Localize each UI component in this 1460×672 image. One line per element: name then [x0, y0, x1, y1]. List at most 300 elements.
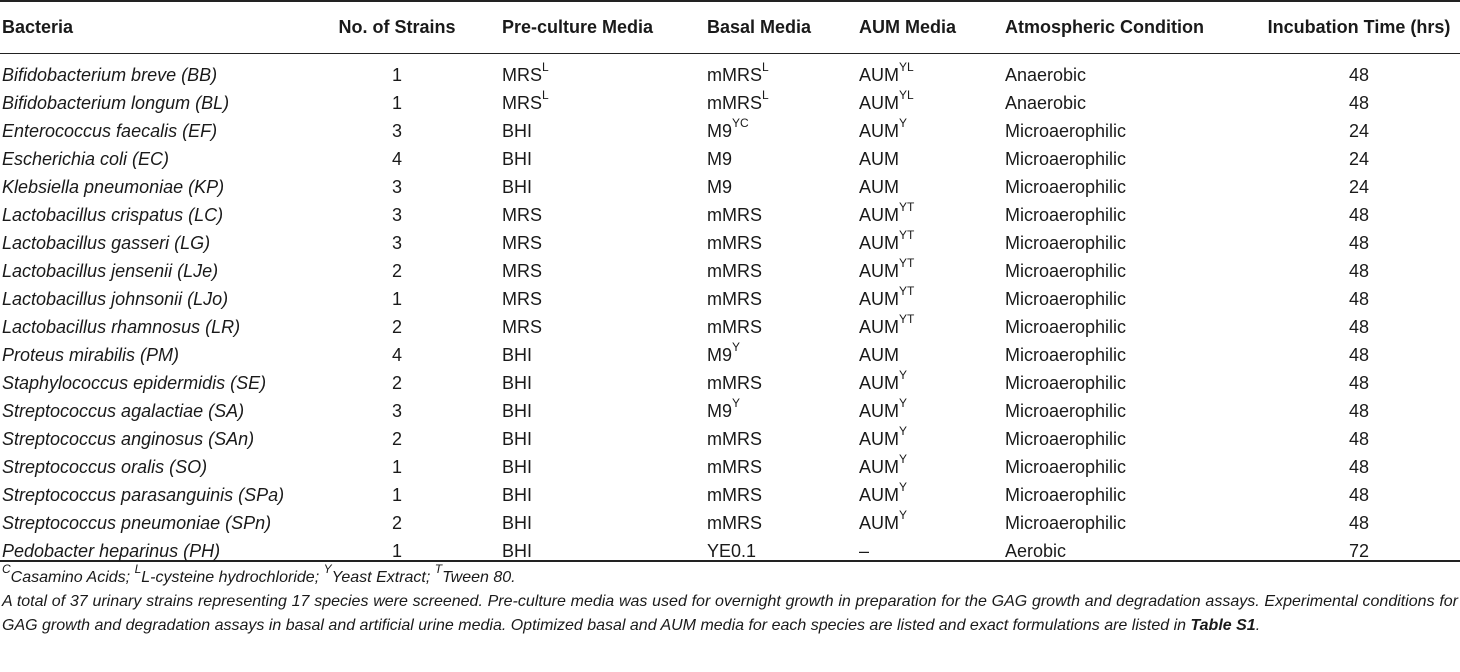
cell-incubation-text: 48	[1348, 204, 1370, 225]
cell-preculture-text: MRS	[502, 316, 542, 337]
cell-atmospheric-text: Microaerophilic	[1005, 204, 1127, 225]
table-row	[0, 229, 1460, 257]
table-row	[0, 425, 1460, 453]
table-row	[0, 397, 1460, 425]
cell-aum	[859, 145, 1005, 173]
cell-strains	[292, 201, 502, 229]
cell-atmospheric	[1005, 341, 1258, 369]
col-header-aum: AUM Media	[859, 17, 957, 37]
cell-aum	[859, 397, 1005, 425]
cell-incubation-text: 48	[1348, 344, 1370, 365]
cell-basal	[707, 425, 859, 453]
cell-atmospheric-text: Microaerophilic	[1005, 316, 1127, 337]
cell-incubation	[1258, 145, 1460, 173]
cell-aum	[859, 173, 1005, 201]
cell-basal-superscript: L	[762, 59, 769, 74]
cell-strains-text: 3	[391, 400, 402, 421]
cell-basal-text: mMRS	[707, 232, 762, 253]
cell-bacteria-text: Pedobacter heparinus (PH)	[2, 540, 221, 561]
cell-atmospheric-text: Microaerophilic	[1005, 288, 1127, 309]
cell-atmospheric	[1005, 53, 1258, 89]
cell-preculture	[502, 285, 707, 313]
cell-bacteria-text: Lactobacillus crispatus (LC)	[2, 204, 224, 225]
cell-preculture-text: MRS	[502, 92, 542, 113]
cell-basal-text: mMRS	[707, 456, 762, 477]
cell-basal	[707, 481, 859, 509]
cell-preculture	[502, 201, 707, 229]
cell-aum-text: AUM	[859, 484, 899, 505]
cell-basal	[707, 285, 859, 313]
cell-preculture-superscript: L	[542, 59, 549, 74]
cell-incubation	[1258, 173, 1460, 201]
cell-aum-superscript: Y	[899, 115, 908, 130]
cell-atmospheric-text: Microaerophilic	[1005, 372, 1127, 393]
abbreviation-note	[2, 561, 1458, 590]
cell-basal	[707, 173, 859, 201]
cell-atmospheric-text: Microaerophilic	[1005, 148, 1127, 169]
cell-basal-text: mMRS	[707, 512, 762, 533]
cell-preculture-text: BHI	[502, 512, 533, 533]
abbrev-superscript: T	[434, 561, 443, 576]
cell-incubation	[1258, 397, 1460, 425]
abbrev-text: Yeast Extract;	[331, 569, 435, 586]
cell-incubation-text: 48	[1348, 92, 1370, 113]
cell-strains-text: 1	[391, 288, 402, 309]
cell-atmospheric	[1005, 89, 1258, 117]
table-row	[0, 369, 1460, 397]
description-note	[2, 590, 1458, 638]
cell-basal	[707, 89, 859, 117]
cell-strains	[292, 537, 502, 565]
cell-incubation	[1258, 201, 1460, 229]
cell-basal	[707, 537, 859, 565]
cell-strains	[292, 229, 502, 257]
cell-strains-text: 2	[391, 372, 402, 393]
cell-basal	[707, 145, 859, 173]
cell-basal-text: M9	[707, 176, 733, 197]
cell-aum-text: AUM	[859, 176, 899, 197]
cell-bacteria-text: Staphylococcus epidermidis (SE)	[2, 372, 267, 393]
cell-basal	[707, 397, 859, 425]
cell-strains-text: 4	[391, 148, 402, 169]
cell-aum-text: AUM	[859, 288, 899, 309]
cell-incubation-text: 48	[1348, 512, 1370, 533]
cell-aum-superscript: YT	[899, 283, 915, 298]
cell-atmospheric-text: Microaerophilic	[1005, 260, 1127, 281]
cell-basal-text: mMRS	[707, 372, 762, 393]
cell-aum-superscript: YT	[899, 227, 915, 242]
cell-bacteria	[0, 481, 292, 509]
cell-bacteria	[0, 285, 292, 313]
cell-basal	[707, 257, 859, 285]
cell-preculture	[502, 509, 707, 537]
col-header-strains: No. of Strains	[338, 17, 456, 37]
col-header-basal: Basal Media	[707, 17, 812, 37]
cell-incubation	[1258, 313, 1460, 341]
cell-strains-text: 1	[391, 540, 402, 561]
cell-aum-text: AUM	[859, 456, 899, 477]
cell-atmospheric	[1005, 509, 1258, 537]
cell-atmospheric-text: Anaerobic	[1005, 64, 1087, 85]
cell-basal-text: mMRS	[707, 484, 762, 505]
cell-strains-text: 3	[391, 176, 402, 197]
cell-incubation	[1258, 481, 1460, 509]
cell-incubation	[1258, 229, 1460, 257]
col-header-atmospheric: Atmospheric Condition	[1005, 17, 1204, 37]
cell-aum-superscript: Y	[899, 395, 908, 410]
table-row	[0, 89, 1460, 117]
cell-basal-text: mMRS	[707, 64, 762, 85]
cell-aum	[859, 201, 1005, 229]
cell-aum-superscript: Y	[899, 451, 908, 466]
cell-strains-text: 2	[391, 512, 402, 533]
cell-incubation	[1258, 285, 1460, 313]
cell-strains-text: 3	[391, 204, 402, 225]
cell-atmospheric-text: Microaerophilic	[1005, 456, 1127, 477]
cell-basal-text: mMRS	[707, 288, 762, 309]
cell-bacteria-text: Streptococcus oralis (SO)	[2, 456, 208, 477]
cell-strains-text: 2	[391, 316, 402, 337]
cell-atmospheric	[1005, 201, 1258, 229]
cell-bacteria	[0, 397, 292, 425]
cell-incubation-text: 72	[1348, 540, 1370, 561]
cell-basal-superscript: L	[762, 87, 769, 102]
cell-bacteria	[0, 369, 292, 397]
cell-atmospheric	[1005, 425, 1258, 453]
cell-strains	[292, 481, 502, 509]
cell-aum	[859, 425, 1005, 453]
cell-atmospheric-text: Microaerophilic	[1005, 512, 1127, 533]
cell-incubation	[1258, 537, 1460, 565]
cell-aum	[859, 229, 1005, 257]
cell-basal-text: mMRS	[707, 316, 762, 337]
cell-aum-superscript: Y	[899, 479, 908, 494]
cell-aum-superscript: YL	[899, 59, 914, 74]
cell-bacteria-text: Bifidobacterium breve (BB)	[2, 64, 218, 85]
cell-aum-text: AUM	[859, 232, 899, 253]
cell-strains	[292, 369, 502, 397]
cell-aum-text: AUM	[859, 512, 899, 533]
cell-bacteria	[0, 341, 292, 369]
cell-preculture-text: BHI	[502, 372, 533, 393]
description-end: .	[1255, 617, 1261, 634]
cell-atmospheric	[1005, 481, 1258, 509]
cell-incubation	[1258, 425, 1460, 453]
cell-preculture-text: BHI	[502, 120, 533, 141]
cell-strains-text: 3	[391, 232, 402, 253]
abbrev-text: Casamino Acids;	[10, 569, 135, 586]
cell-bacteria	[0, 509, 292, 537]
cell-incubation-text: 48	[1348, 260, 1370, 281]
cell-atmospheric	[1005, 313, 1258, 341]
cell-bacteria	[0, 89, 292, 117]
table-row	[0, 341, 1460, 369]
table-row	[0, 257, 1460, 285]
cell-preculture-text: MRS	[502, 232, 542, 253]
cell-incubation-text: 48	[1348, 400, 1370, 421]
cell-preculture	[502, 453, 707, 481]
table-row	[0, 453, 1460, 481]
cell-aum	[859, 313, 1005, 341]
cell-aum-text: AUM	[859, 400, 899, 421]
col-header-incubation: Incubation Time (hrs)	[1267, 17, 1451, 37]
table-row	[0, 117, 1460, 145]
cell-aum-superscript: YT	[899, 199, 915, 214]
cell-basal-superscript: YC	[732, 115, 749, 130]
cell-atmospheric	[1005, 397, 1258, 425]
cell-incubation-text: 48	[1348, 428, 1370, 449]
abbrev-text: Tween 80.	[442, 569, 516, 586]
cell-basal-text: mMRS	[707, 92, 762, 113]
cell-atmospheric-text: Microaerophilic	[1005, 484, 1127, 505]
cell-aum-text: AUM	[859, 92, 899, 113]
cell-bacteria	[0, 201, 292, 229]
abbrev-superscript: L	[134, 561, 142, 576]
cell-bacteria-text: Enterococcus faecalis (EF)	[2, 120, 218, 141]
cell-strains	[292, 117, 502, 145]
cell-atmospheric-text: Microaerophilic	[1005, 400, 1127, 421]
cell-strains	[292, 341, 502, 369]
cell-preculture-text: MRS	[502, 64, 542, 85]
abbrev-superscript: Y	[323, 561, 332, 576]
cell-preculture	[502, 145, 707, 173]
cell-preculture-text: BHI	[502, 400, 533, 421]
cell-aum-text: AUM	[859, 372, 899, 393]
cell-strains	[292, 509, 502, 537]
cell-bacteria	[0, 53, 292, 89]
cell-aum	[859, 537, 1005, 565]
cell-preculture-text: MRS	[502, 260, 542, 281]
cell-bacteria	[0, 117, 292, 145]
cell-bacteria	[0, 537, 292, 565]
cell-bacteria-text: Klebsiella pneumoniae (KP)	[2, 176, 225, 197]
cell-aum-superscript: YL	[899, 87, 914, 102]
cell-bacteria	[0, 313, 292, 341]
cell-aum	[859, 89, 1005, 117]
cell-atmospheric	[1005, 145, 1258, 173]
cell-preculture-text: BHI	[502, 428, 533, 449]
cell-bacteria-text: Lactobacillus gasseri (LG)	[2, 232, 211, 253]
cell-aum	[859, 369, 1005, 397]
cell-preculture	[502, 257, 707, 285]
cell-incubation	[1258, 453, 1460, 481]
cell-preculture	[502, 313, 707, 341]
cell-bacteria-text: Streptococcus agalactiae (SA)	[2, 400, 245, 421]
cell-strains	[292, 453, 502, 481]
cell-aum-superscript: Y	[899, 367, 908, 382]
cell-basal	[707, 313, 859, 341]
cell-aum	[859, 341, 1005, 369]
table-row	[0, 313, 1460, 341]
cell-aum-superscript: YT	[899, 311, 915, 326]
cell-strains-text: 1	[391, 484, 402, 505]
cell-basal	[707, 201, 859, 229]
cell-aum	[859, 117, 1005, 145]
cell-strains	[292, 173, 502, 201]
cell-preculture	[502, 89, 707, 117]
cell-atmospheric-text: Aerobic	[1005, 540, 1067, 561]
cell-basal	[707, 453, 859, 481]
cell-aum-text: AUM	[859, 428, 899, 449]
col-header-bacteria: Bacteria	[2, 17, 74, 37]
cell-aum-text: AUM	[859, 344, 899, 365]
cell-strains	[292, 53, 502, 89]
cell-strains-text: 1	[391, 64, 402, 85]
table-row	[0, 201, 1460, 229]
cell-strains-text: 1	[391, 92, 402, 113]
cell-strains-text: 2	[391, 428, 402, 449]
cell-basal-superscript: Y	[732, 395, 741, 410]
cell-bacteria	[0, 257, 292, 285]
cell-incubation-text: 48	[1348, 64, 1370, 85]
header-row	[0, 2, 1460, 53]
cell-preculture-text: BHI	[502, 344, 533, 365]
cell-preculture	[502, 341, 707, 369]
cell-preculture-text: BHI	[502, 540, 533, 561]
cell-preculture	[502, 229, 707, 257]
description-text: A total of 37 urinary strains representing 17 species were screened. Pre-culture media was used for overnight growth in preparation for the GAG growth and degradation assays. Experimental conditions for GAG growth and degradation assays in basal and artificial urine media. Optimized basal and AUM media for each species are listed and exact formulations are listed in	[2, 593, 1458, 634]
cell-incubation	[1258, 369, 1460, 397]
cell-bacteria	[0, 229, 292, 257]
cell-bacteria-text: Proteus mirabilis (PM)	[2, 344, 180, 365]
cell-atmospheric-text: Anaerobic	[1005, 92, 1087, 113]
cell-basal	[707, 369, 859, 397]
cell-bacteria	[0, 173, 292, 201]
cell-atmospheric	[1005, 453, 1258, 481]
cell-incubation-text: 48	[1348, 316, 1370, 337]
cell-preculture	[502, 425, 707, 453]
cell-preculture-text: BHI	[502, 148, 533, 169]
cell-strains	[292, 285, 502, 313]
cell-strains-text: 1	[391, 456, 402, 477]
cell-preculture-text: MRS	[502, 288, 542, 309]
cell-atmospheric-text: Microaerophilic	[1005, 120, 1127, 141]
cell-aum-text: AUM	[859, 316, 899, 337]
cell-preculture-text: BHI	[502, 484, 533, 505]
table-row	[0, 481, 1460, 509]
cell-bacteria-text: Streptococcus pneumoniae (SPn)	[2, 512, 272, 533]
cell-incubation-text: 48	[1348, 288, 1370, 309]
cell-aum	[859, 509, 1005, 537]
cell-preculture	[502, 537, 707, 565]
cell-incubation-text: 24	[1348, 120, 1370, 141]
cell-strains-text: 4	[391, 344, 402, 365]
cell-incubation-text: 48	[1348, 456, 1370, 477]
cell-aum-text: –	[859, 540, 870, 561]
table-s1-reference[interactable]: Table S1	[1190, 617, 1256, 634]
cell-preculture-text: MRS	[502, 204, 542, 225]
cell-incubation	[1258, 341, 1460, 369]
cell-incubation-text: 24	[1348, 176, 1370, 197]
cell-basal-text: M9	[707, 344, 733, 365]
cell-incubation	[1258, 89, 1460, 117]
abbrev-text: L-cysteine hydrochloride;	[141, 569, 324, 586]
cell-atmospheric	[1005, 537, 1258, 565]
cell-preculture	[502, 369, 707, 397]
cell-incubation-text: 48	[1348, 372, 1370, 393]
cell-strains	[292, 145, 502, 173]
cell-preculture-superscript: L	[542, 87, 549, 102]
cell-incubation-text: 24	[1348, 148, 1370, 169]
cell-preculture	[502, 173, 707, 201]
cell-bacteria-text: Escherichia coli (EC)	[2, 148, 170, 169]
cell-preculture	[502, 397, 707, 425]
cell-aum-superscript: YT	[899, 255, 915, 270]
cell-aum	[859, 257, 1005, 285]
cell-strains	[292, 89, 502, 117]
cell-preculture	[502, 53, 707, 89]
table-row	[0, 145, 1460, 173]
cell-bacteria-text: Streptococcus parasanguinis (SPa)	[2, 484, 285, 505]
col-header-preculture: Pre-culture Media	[502, 17, 654, 37]
cell-strains	[292, 313, 502, 341]
cell-atmospheric	[1005, 173, 1258, 201]
cell-preculture	[502, 481, 707, 509]
cell-basal	[707, 229, 859, 257]
cell-basal-text: mMRS	[707, 204, 762, 225]
cell-incubation	[1258, 509, 1460, 537]
cell-bacteria	[0, 145, 292, 173]
cell-atmospheric	[1005, 257, 1258, 285]
cell-aum	[859, 453, 1005, 481]
cell-basal	[707, 341, 859, 369]
cell-aum-text: AUM	[859, 120, 899, 141]
cell-atmospheric-text: Microaerophilic	[1005, 344, 1127, 365]
cell-aum-text: AUM	[859, 204, 899, 225]
cell-atmospheric-text: Microaerophilic	[1005, 176, 1127, 197]
bacteria-table	[0, 2, 1460, 565]
cell-atmospheric-text: Microaerophilic	[1005, 232, 1127, 253]
cell-basal	[707, 117, 859, 145]
cell-atmospheric	[1005, 229, 1258, 257]
table-footnotes	[2, 561, 1458, 638]
cell-bacteria-text: Lactobacillus johnsonii (LJo)	[2, 288, 229, 309]
cell-preculture-text: BHI	[502, 456, 533, 477]
cell-strains	[292, 257, 502, 285]
cell-preculture-text: BHI	[502, 176, 533, 197]
cell-atmospheric-text: Microaerophilic	[1005, 428, 1127, 449]
cell-aum-superscript: Y	[899, 507, 908, 522]
cell-aum-superscript: Y	[899, 423, 908, 438]
cell-strains-text: 3	[391, 120, 402, 141]
cell-atmospheric	[1005, 369, 1258, 397]
cell-basal-text: mMRS	[707, 260, 762, 281]
cell-atmospheric	[1005, 117, 1258, 145]
cell-basal	[707, 53, 859, 89]
cell-aum	[859, 53, 1005, 89]
cell-basal-text: YE0.1	[707, 540, 757, 561]
cell-incubation	[1258, 53, 1460, 89]
cell-incubation	[1258, 257, 1460, 285]
cell-preculture	[502, 117, 707, 145]
cell-aum-text: AUM	[859, 64, 899, 85]
cell-bacteria-text: Lactobacillus rhamnosus (LR)	[2, 316, 241, 337]
cell-aum	[859, 481, 1005, 509]
cell-bacteria-text: Lactobacillus jensenii (LJe)	[2, 260, 219, 281]
table-row	[0, 537, 1460, 565]
cell-strains	[292, 397, 502, 425]
cell-aum-text: AUM	[859, 148, 899, 169]
cell-strains	[292, 425, 502, 453]
cell-basal	[707, 509, 859, 537]
cell-bacteria-text: Streptococcus anginosus (SAn)	[2, 428, 255, 449]
abbrev-superscript: C	[2, 561, 11, 576]
cell-aum	[859, 285, 1005, 313]
cell-atmospheric	[1005, 285, 1258, 313]
cell-bacteria-text: Bifidobacterium longum (BL)	[2, 92, 230, 113]
cell-basal-text: M9	[707, 400, 733, 421]
table-row	[0, 173, 1460, 201]
